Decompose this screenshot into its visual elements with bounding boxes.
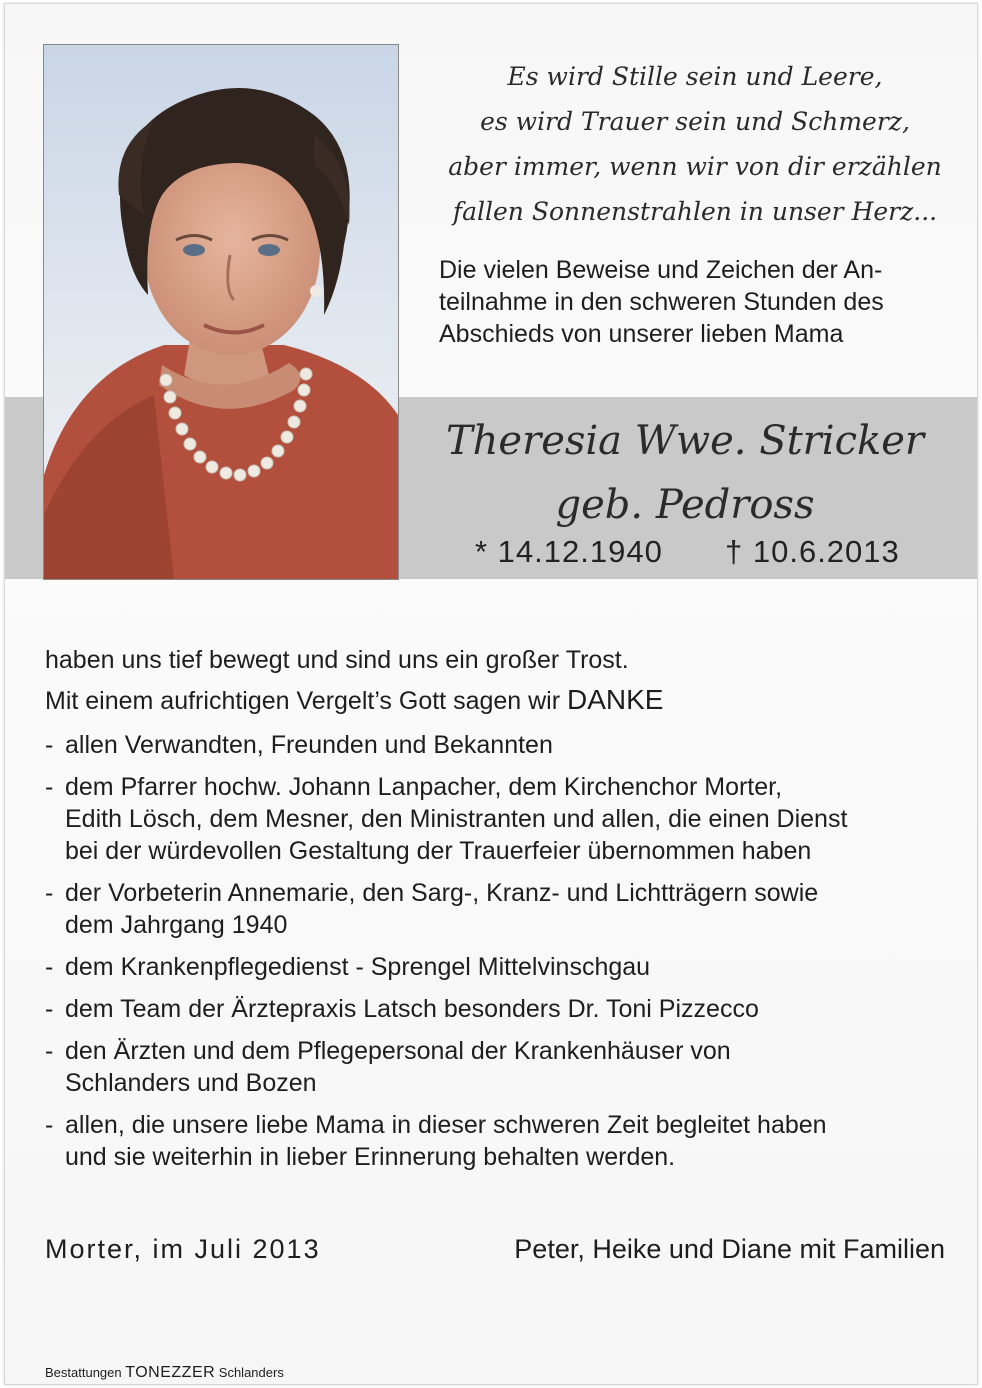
poem-line: Es wird Stille sein und Leere, <box>507 62 883 91</box>
list-dash: - <box>45 773 54 801</box>
list-dash: - <box>45 879 54 907</box>
list-item <box>45 771 945 867</box>
undertaker-prefix: Bestattungen <box>45 1365 126 1380</box>
list-item-line: dem Krankenpflegedienst - Sprengel Mittelvinschgau <box>65 953 651 981</box>
list-item-line: der Vorbeterin Annemarie, den Sarg-, Kranz- und Lichtträgern sowie <box>65 879 819 907</box>
list-item-line: bei der würdevollen Gestaltung der Trauerfeier übernommen haben <box>65 837 812 865</box>
list-item-line: Edith Lösch, dem Mesner, den Ministranten und allen, die einen Dienst <box>65 805 848 833</box>
list-item <box>45 729 945 761</box>
list-item-line: allen, die unsere liebe Mama in dieser schweren Zeit begleitet haben <box>65 1111 827 1139</box>
danke-emphasis: DANKE <box>567 684 664 715</box>
body-line-text: Mit einem aufrichtigen Vergelt’s Gott sagen wir <box>45 687 568 715</box>
list-item <box>45 951 945 983</box>
death-date: † 10.6.2013 <box>725 534 900 569</box>
body-line: haben uns tief bewegt und sind uns ein großer Trost. <box>45 646 629 674</box>
list-item <box>45 877 945 941</box>
undertaker-brand: TONEZZER <box>125 1364 216 1381</box>
list-dash: - <box>45 1111 54 1139</box>
deceased-name: Theresia Wwe. Stricker <box>445 418 925 464</box>
list-item-line: dem Pfarrer hochw. Johann Lanpacher, dem Kirchenchor Morter, <box>65 773 783 801</box>
list-item-line: allen Verwandten, Freunden und Bekannten <box>65 731 553 759</box>
list-item <box>45 993 945 1025</box>
undertaker-suffix: Schlanders <box>215 1365 284 1380</box>
list-dash: - <box>45 995 54 1023</box>
list-item-line: dem Team der Ärztepraxis Latsch besonders Dr. Toni Pizzecco <box>65 995 759 1023</box>
undertaker-credit <box>45 1364 284 1382</box>
body-line <box>45 684 945 717</box>
thanks-list <box>45 729 945 1173</box>
list-dash: - <box>45 1037 54 1065</box>
intro-text <box>439 254 949 350</box>
portrait-illustration <box>44 45 398 579</box>
list-item <box>45 1035 945 1099</box>
list-item-line: den Ärzten und dem Pflegepersonal der Krankenhäuser von <box>65 1037 731 1065</box>
list-item-line: dem Jahrgang 1940 <box>65 911 288 939</box>
list-item <box>45 1109 945 1173</box>
poem-line: es wird Trauer sein und Schmerz, <box>480 107 910 136</box>
deceased-name-block <box>405 409 965 537</box>
portrait-photo <box>43 44 399 580</box>
list-dash: - <box>45 953 54 981</box>
maiden-name: geb. Pedross <box>555 482 815 528</box>
poem-line: aber immer, wenn wir von dir erzählen <box>448 152 942 181</box>
intro-line: Abschieds von unserer lieben Mama <box>439 320 844 348</box>
place-date: Morter, im Juli 2013 <box>45 1234 321 1264</box>
poem <box>435 54 955 234</box>
list-dash: - <box>45 731 54 759</box>
intro-line: teilnahme in den schweren Stunden des <box>439 288 884 316</box>
thanks-text <box>45 644 945 1183</box>
signers: Peter, Heike und Diane mit Familien <box>514 1234 945 1264</box>
list-item-line: Schlanders und Bozen <box>65 1069 317 1097</box>
poem-line: fallen Sonnenstrahlen in unser Herz... <box>452 197 938 226</box>
list-item-line: und sie weiterhin in lieber Erinnerung behalten werden. <box>65 1143 676 1171</box>
intro-line: Die vielen Beweise und Zeichen der An- <box>439 256 883 284</box>
obituary-card <box>4 3 978 1385</box>
birth-date: * 14.12.1940 <box>475 534 663 569</box>
